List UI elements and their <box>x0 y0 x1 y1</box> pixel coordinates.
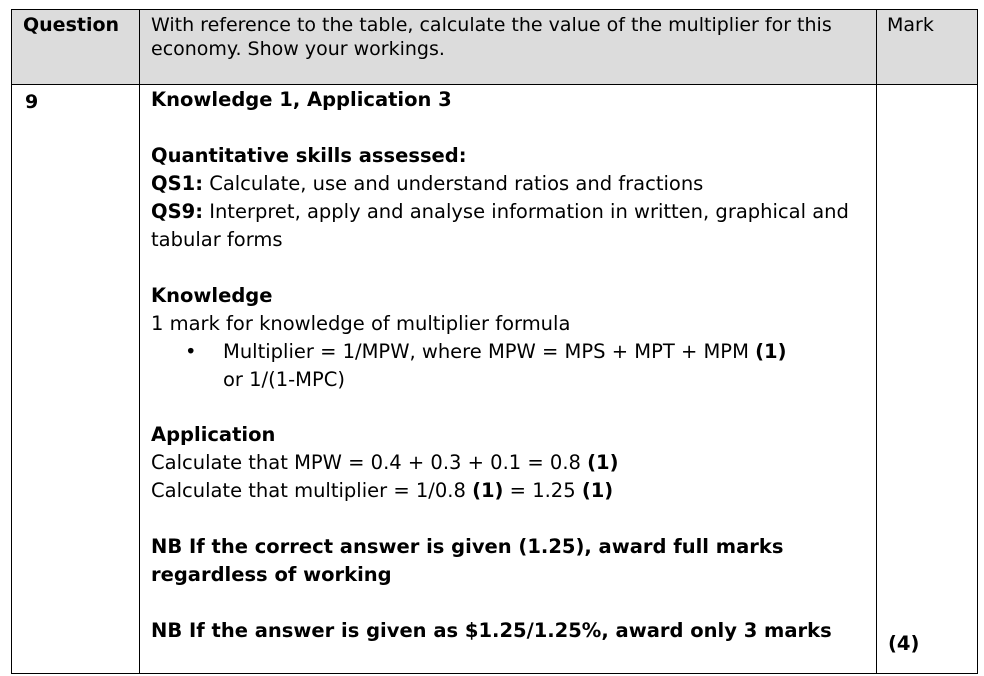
question-header-cell <box>12 10 140 85</box>
app-line2-text-b: = 1.25 <box>503 479 582 502</box>
qs9-text: Interpret, apply and analyse information in written, graphical and tabular forms <box>151 200 849 251</box>
nb-note-1: NB If the correct answer is given (1.25), award full marks regardless of working <box>151 535 784 586</box>
question-text: With reference to the table, calculate the value of the multiplier for this economy. Show your workings. <box>151 14 832 60</box>
mark-header-cell <box>877 10 978 85</box>
header-row <box>12 10 978 85</box>
application-line-2 <box>151 477 865 505</box>
qs1-code: QS1: <box>151 172 203 195</box>
app-line1-mark: (1) <box>587 451 619 474</box>
guidance-cell <box>140 85 877 674</box>
mark-value: (4) <box>888 632 920 655</box>
question-number-cell <box>12 85 140 674</box>
knowledge-bullet <box>151 338 865 394</box>
application-line-1 <box>151 449 865 477</box>
bullet-symbol: • <box>185 340 197 363</box>
row-title: Knowledge 1, Application 3 <box>151 88 452 111</box>
bullet-mark: (1) <box>755 340 787 363</box>
mark-cell <box>877 85 978 674</box>
bullet-text: Multiplier = 1/MPW, where MPW = MPS + MPT + MPM <box>223 340 756 363</box>
qs-heading: Quantitative skills assessed: <box>151 144 467 167</box>
knowledge-text: 1 mark for knowledge of multiplier formula <box>151 312 571 335</box>
qs9-line <box>151 198 865 254</box>
answer-row <box>12 85 978 674</box>
qs1-line <box>151 170 865 198</box>
nb-note-2: NB If the answer is given as $1.25/1.25%, award only 3 marks <box>151 619 832 642</box>
app-line1-text: Calculate that MPW = 0.4 + 0.3 + 0.1 = 0.8 <box>151 451 588 474</box>
app-line2-text-a: Calculate that multiplier = 1/0.8 <box>151 479 473 502</box>
qs1-text: Calculate, use and understand ratios and fractions <box>203 172 704 195</box>
mark-scheme-table <box>11 9 978 674</box>
mark-label: Mark <box>887 14 934 36</box>
application-heading: Application <box>151 423 276 446</box>
question-text-cell <box>140 10 877 85</box>
app-line2-mark-a: (1) <box>472 479 504 502</box>
knowledge-heading: Knowledge <box>151 284 273 307</box>
qs9-code: QS9: <box>151 200 203 223</box>
question-label: Question <box>23 14 120 36</box>
app-line2-mark-b: (1) <box>581 479 614 502</box>
bullet-text-2: or 1/(1-MPC) <box>223 368 345 391</box>
question-number: 9 <box>25 91 39 113</box>
